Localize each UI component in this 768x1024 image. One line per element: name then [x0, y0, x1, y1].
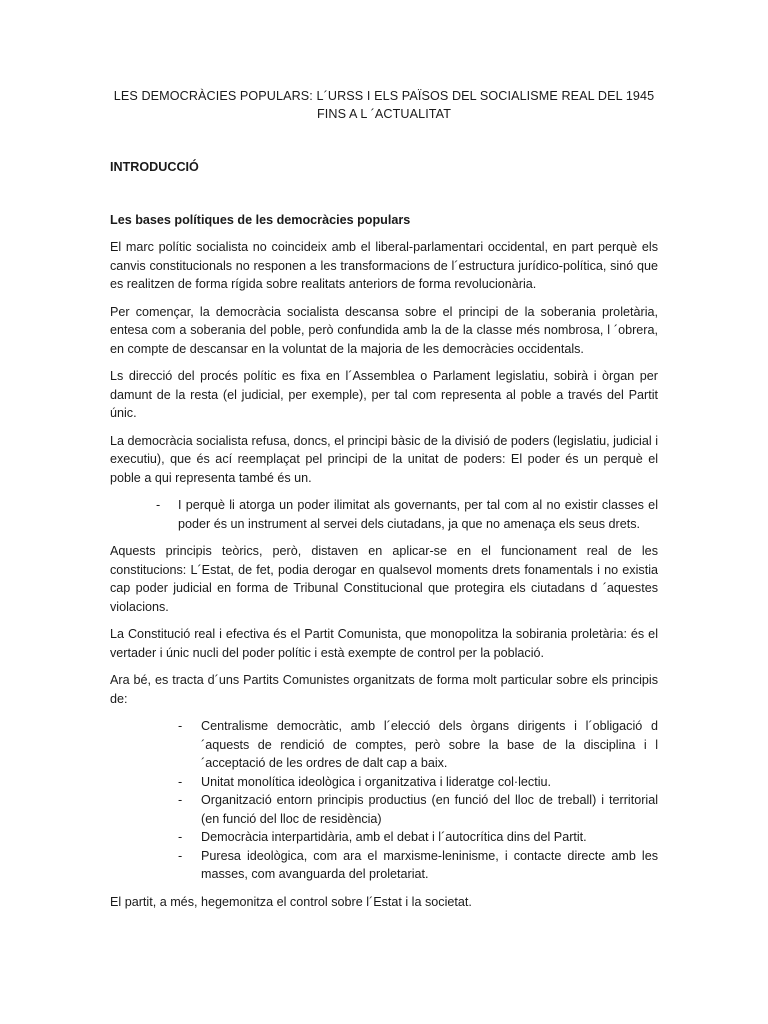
- dash-bullet: -: [178, 830, 183, 844]
- heading-political-bases: Les bases polítiques de les democràcies populars: [110, 213, 411, 227]
- list-item-text: Unitat monolítica ideològica i organitzativa i lideratge col·lectiu.: [201, 774, 552, 789]
- paragraph: El marc polític socialista no coincideix amb el liberal-parlamentari occidental, en part perquè els canvis constitucionals no responen a les transformacions de l´estructura jurídico-política, sinó que es realitzen de forma rígida sobre realitats anteriors de forma revolucionària.: [110, 240, 658, 291]
- list-item-text: Organització entorn principis productius (en funció del lloc de treball) i territorial (en funció del lloc de residència): [201, 793, 658, 826]
- list-item-text: Centralisme democràtic, amb l´elecció dels òrgans dirigents i l´obligació d ´aquests de rendició de comptes, però sobre la base de la disciplina i l ´acceptació de les ordres de dalt cap a baix.: [201, 719, 658, 770]
- list-item: [110, 717, 658, 773]
- paragraph: Per començar, la democràcia socialista descansa sobre el principi de la soberania proletària, entesa com a soberania del poble, però confundida amb la de la classe més nombrosa, l ´obrera, en compte de descansar en la voluntat de la majoria de les democràcies occidentals.: [110, 304, 658, 356]
- dash-bullet: -: [156, 498, 161, 512]
- list-item: [110, 773, 658, 792]
- dash-bullet: -: [178, 774, 183, 789]
- list-item: [110, 791, 658, 828]
- paragraph: La democràcia socialista refusa, doncs, el principi bàsic de la divisió de poders (legislatiu, judicial i executiu), que és ací reemplaçat pel principi de la unitat de poders: El poder és un perquè el poble a qui representa també és un.: [110, 433, 658, 485]
- dash-bullet: -: [178, 719, 183, 733]
- paragraph: El partit, a més, hegemonitza el control sobre l´Estat i la societat.: [110, 894, 472, 909]
- dash-bullet: -: [178, 793, 183, 807]
- list-item-text: Puresa ideològica, com ara el marxisme-leninisme, i contacte directe amb les masses, com avanguarda del proletariat.: [201, 848, 658, 881]
- list-item-text: Democràcia interpartidària, amb el debat i l´autocrítica dins del Partit.: [201, 830, 587, 844]
- list-item: [110, 496, 658, 533]
- document-title: LES DEMOCRÀCIES POPULARS: L´URSS I ELS PAÏSOS DEL SOCIALISME REAL DEL 1945 FINS A L ´ACTUALITAT: [113, 89, 655, 121]
- principles-list: [110, 717, 658, 884]
- document-body: [110, 238, 658, 920]
- list-item: [110, 828, 658, 847]
- heading-introduction: INTRODUCCIÓ: [110, 160, 199, 174]
- paragraph: Ls direcció del procés polític es fixa en l´Assemblea o Parlament legislatiu, sobirà i òrgan per damunt de la resta (el judicial, per exemple), per tal com representa al poble a través del Partit únic.: [110, 369, 658, 420]
- list-item: [110, 847, 658, 884]
- paragraph: La Constitució real i efectiva és el Partit Comunista, que monopolitza la sobirania proletària: és el vertader i únic nucli del poder polític i està exempte de control per la població.: [110, 627, 658, 660]
- paragraph: Ara bé, es tracta d´uns Partits Comunistes organitzats de forma molt particular sobre els principis de:: [110, 673, 658, 706]
- bullet-list: [110, 496, 658, 533]
- paragraph: Aquests principis teòrics, però, distaven en aplicar-se en el funcionament real de les constitucions: L´Estat, de fet, podia derogar en qualsevol moments drets fonamentals i no existia cap poder judicial en forma de Tribunal Constitucional que protegira els ciutadans d ´aquestes violacions.: [110, 544, 658, 614]
- dash-bullet: -: [178, 848, 183, 863]
- list-item-text: I perquè li atorga un poder ilimitat als governants, per tal com al no existir classes el poder és un instrument al servei dels ciutadans, ja que no amenaça els seus drets.: [178, 498, 658, 531]
